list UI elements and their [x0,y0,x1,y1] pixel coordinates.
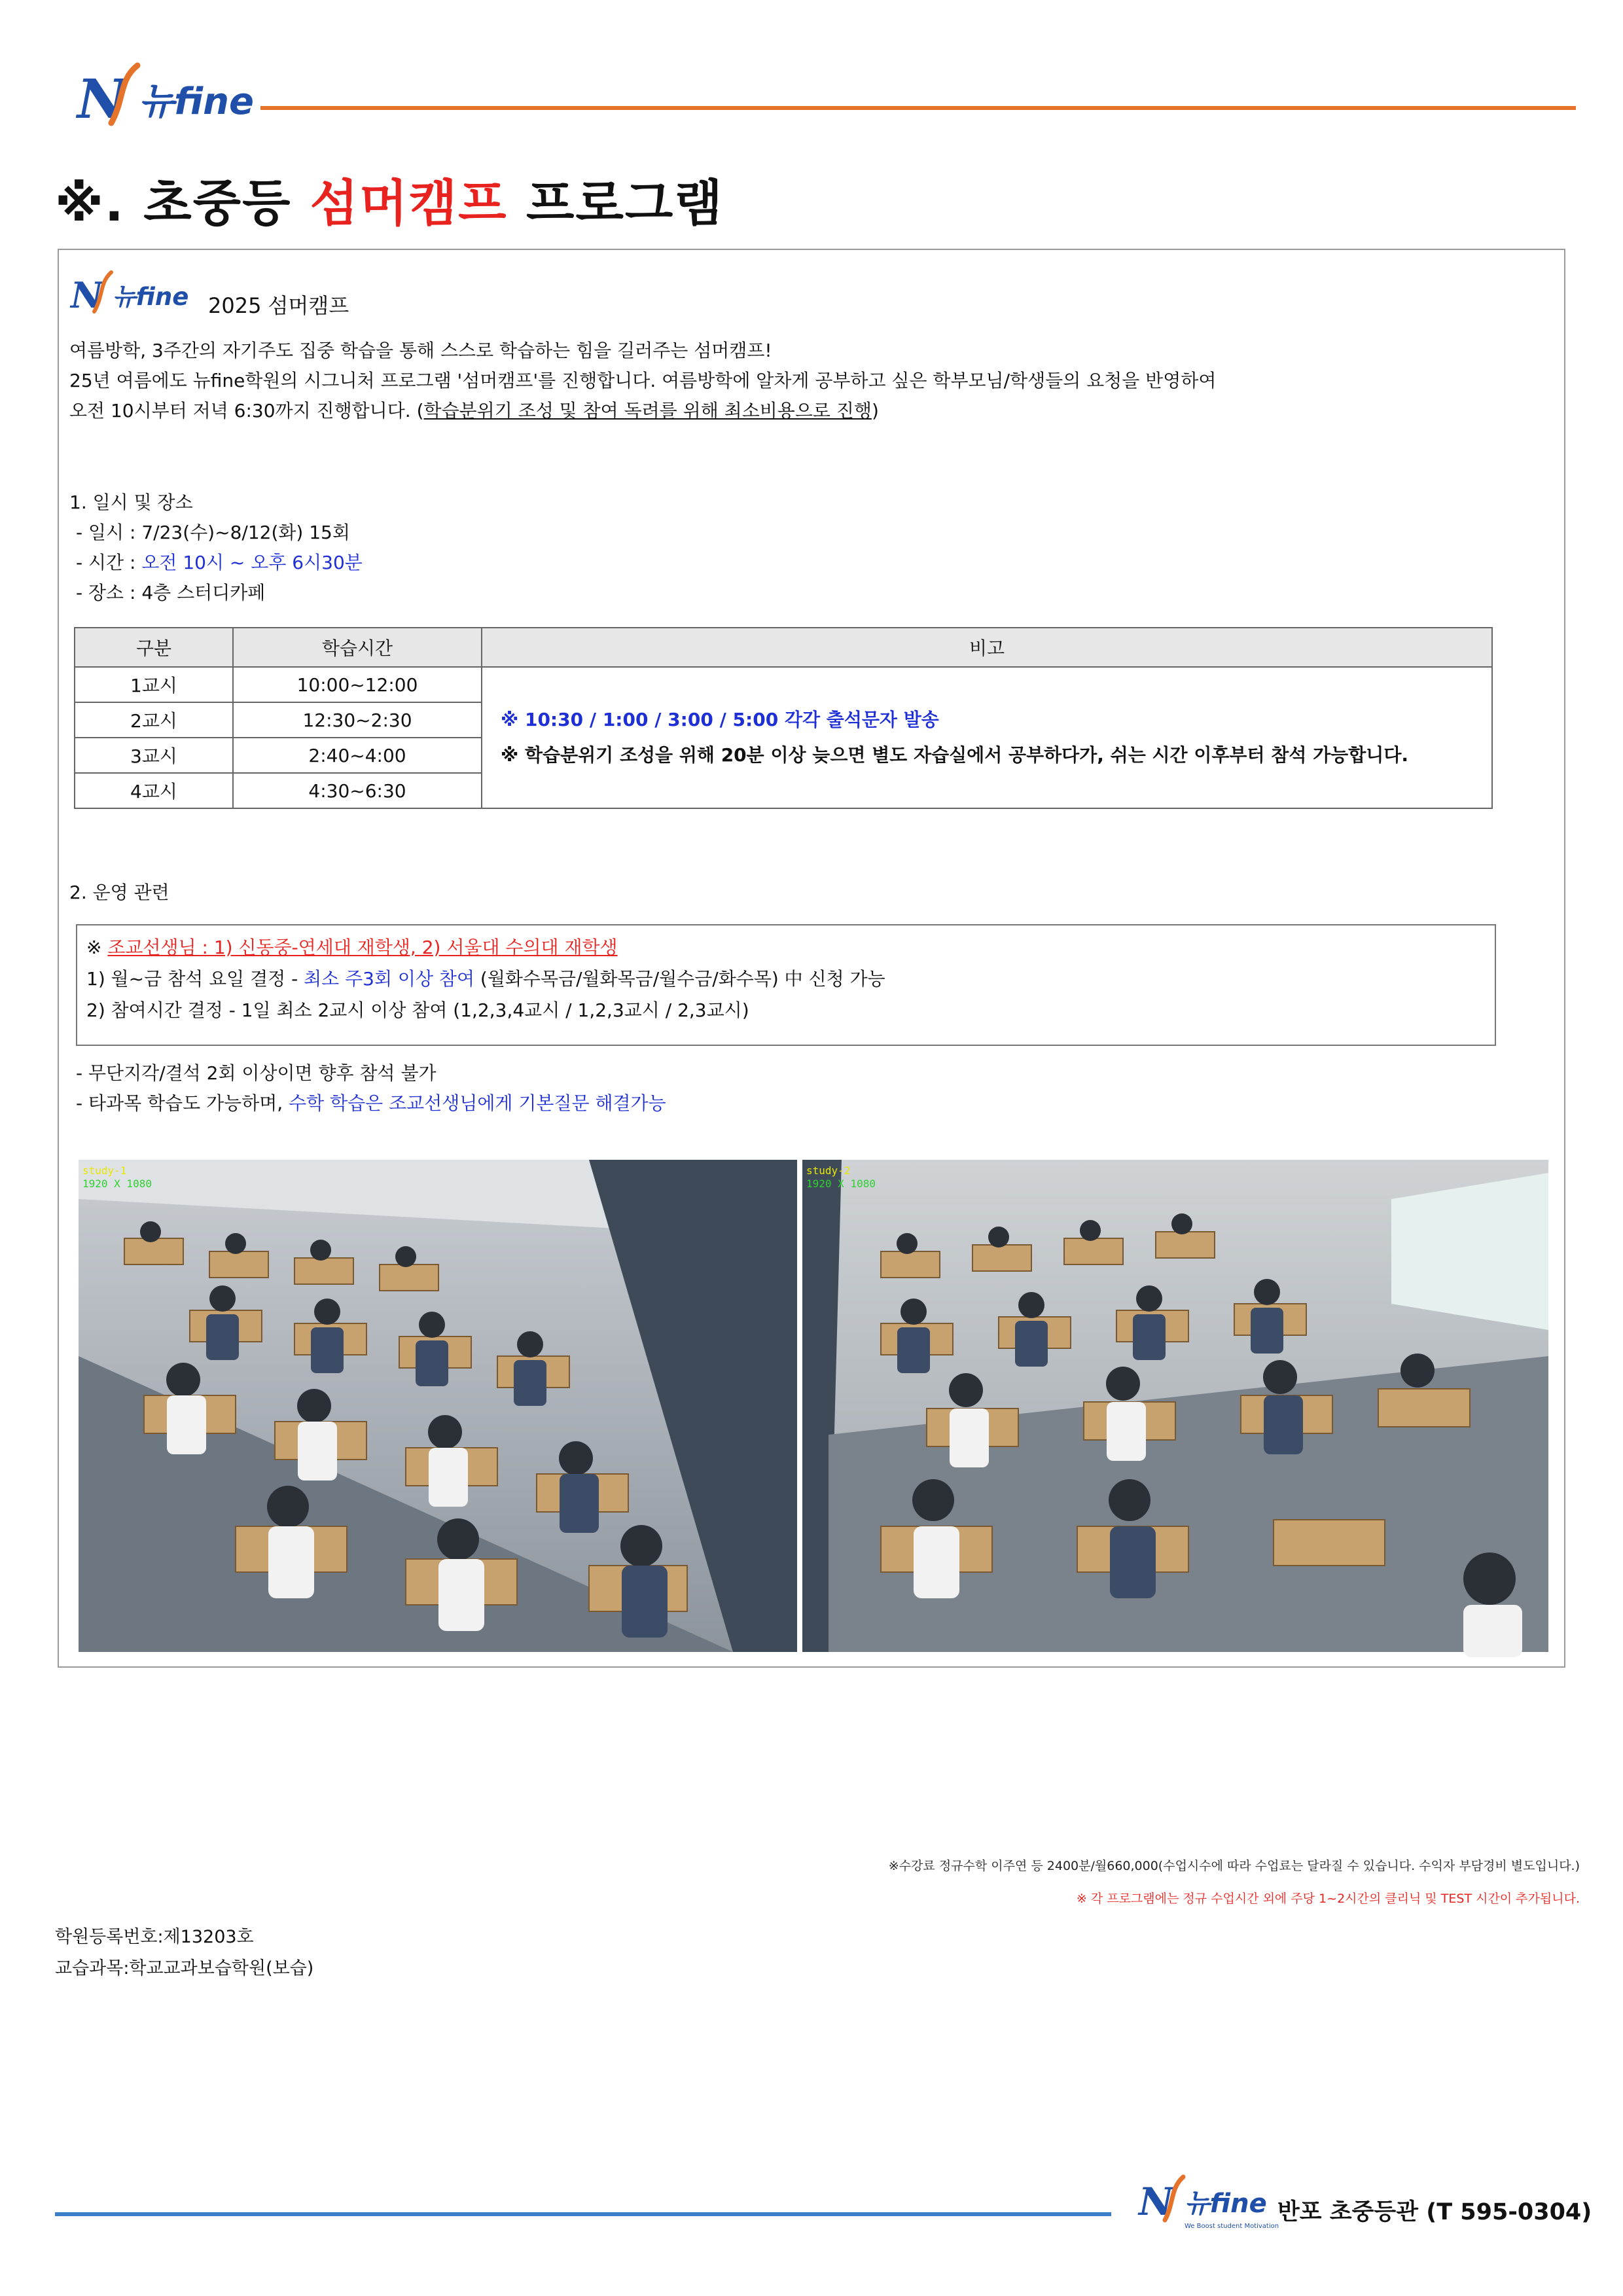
fee-footnote: ※수강료 정규수학 이주연 등 2400분/월660,000(수업시수에 따라 수업료는 달라질 수 있습니다. 수익자 부담경비 별도입니다.) [888,1859,1580,1873]
table-header-row [75,628,1492,667]
col-header-note: 비고 [482,628,1492,667]
note-attendance: ※ 10:30 / 1:00 / 3:00 / 5:00 각각 출석문자 발송 [501,709,939,730]
rule-1-c: (월화수목금/월화목금/월수금/화수목) 中 신청 가능 [474,968,885,990]
box-logo-n-glyph: N [71,274,103,316]
camera-resolution-1: 1920 X 1080 [82,1177,152,1190]
period-cell: 4교시 [75,773,233,808]
schedule-time [76,550,363,576]
note-cell [482,667,1492,808]
rule-2: 2) 참여시간 결정 - 1일 최소 2교시 이상 참여 (1,2,3,4교시 / 1,2,3교시 / 2,3교시) [86,999,749,1021]
section2-heading: 2. 운영 관련 [69,882,169,903]
header-rule [260,106,1576,110]
schedule-time-value: 오전 10시 ~ 오후 6시30분 [141,552,363,573]
clinic-footnote: ※ 각 프로그램에는 정규 수업시간 외에 주당 1~2시간의 클리닉 및 TEST 시간이 추가됩니다. [1076,1892,1580,1906]
title-highlight: 섬머캠프 [310,174,508,232]
tutor-mark: ※ [86,937,108,958]
bullet-absence: - 무단지각/결석 2회 이상이면 향후 참석 불가 [76,1062,437,1084]
classroom-photo-2 [802,1160,1548,1652]
period-cell: 1교시 [75,667,233,702]
registration-subject: 교습과목:학교교과보습학원(보습) [55,1958,314,1979]
brand-logo [73,60,263,134]
footer-rule [55,2212,1111,2216]
program-heading: 2025 섬머캠프 [208,293,349,318]
branch-contact: 반포 초중등관 (T 595-0304) [1277,2199,1592,2225]
time-cell: 10:00~12:00 [233,667,482,702]
classroom-photo-1 [79,1160,797,1652]
col-header-period: 구분 [75,628,233,667]
registration-number: 학원등록번호:제13203호 [55,1927,254,1947]
logo-n-glyph: N [77,68,126,131]
intro-line-3-text: 오전 10시부터 저녁 6:30까지 진행합니다. ( [69,400,424,422]
col-header-time: 학습시간 [233,628,482,667]
bullet-subjects-highlight: 수학 학습은 조교선생님에게 기본질문 해결가능 [289,1092,666,1114]
camera-label-2: study-2 [806,1164,851,1177]
rule-1 [86,966,885,992]
title-prefix: ※. 초중등 [55,174,310,232]
schedule-place: - 장소 : 4층 스터디카페 [76,582,266,603]
table-row [75,667,1492,702]
rule-1-a: 1) 월~금 참석 요일 결정 - [86,968,304,990]
section1-heading: 1. 일시 및 장소 [69,492,193,513]
page-title [55,164,724,235]
intro-line-3 [69,398,879,424]
bullet-subjects-a: - 타과목 학습도 가능하며, [76,1092,289,1114]
schedule-time-label: - 시간 : [76,552,142,573]
period-cell: 2교시 [75,702,233,738]
box-logo-wordmark: 뉴fine [113,283,189,311]
schedule-table [74,627,1493,809]
time-cell: 4:30~6:30 [233,773,482,808]
intro-line-2: 25년 여름에도 뉴fine학원의 시그니처 프로그램 '섬머캠프'를 진행합니다. 여름방학에 알차게 공부하고 싶은 학부모님/학생들의 요청을 반영하여 [69,370,1217,391]
rule-1-highlight: 최소 주3회 이상 참여 [304,968,474,990]
camera-label-1: study-1 [82,1164,127,1177]
intro-line-3-close: ) [871,400,879,422]
footer-logo-tagline: We Boost student Motivation [1185,2223,1279,2230]
schedule-date: - 일시 : 7/23(수)~8/12(화) 15회 [76,522,350,543]
intro-cost-note: 학습분위기 조성 및 참여 독려를 위해 최소비용으로 진행 [423,400,872,422]
time-cell: 12:30~2:30 [233,702,482,738]
footer-logo-wordmark: 뉴fine [1185,2189,1267,2219]
note-late-policy: ※ 학습분위기 조성을 위해 20분 이상 늦으면 별도 자습실에서 공부하다가, 쉬는 시간 이후부터 참석 가능합니다. [501,744,1409,766]
title-suffix: 프로그램 [507,174,724,232]
box-logo [69,270,194,318]
bullet-subjects [76,1090,666,1117]
logo-wordmark: 뉴fine [139,81,255,123]
footer-logo [1137,2174,1279,2237]
tutor-line [86,935,618,961]
period-cell: 3교시 [75,738,233,773]
tutor-info: 조교선생님 : 1) 신동중-연세대 재학생, 2) 서울대 수의대 재학생 [107,937,618,958]
registration-info [55,1922,313,1984]
time-cell: 2:40~4:00 [233,738,482,773]
footer-logo-n-glyph: N [1139,2179,1174,2224]
camera-resolution-2: 1920 X 1080 [806,1177,876,1190]
intro-line-1: 여름방학, 3주간의 자기주도 집중 학습을 통해 스스로 학습하는 힘을 길러주는 섬머캠프! [69,340,772,361]
